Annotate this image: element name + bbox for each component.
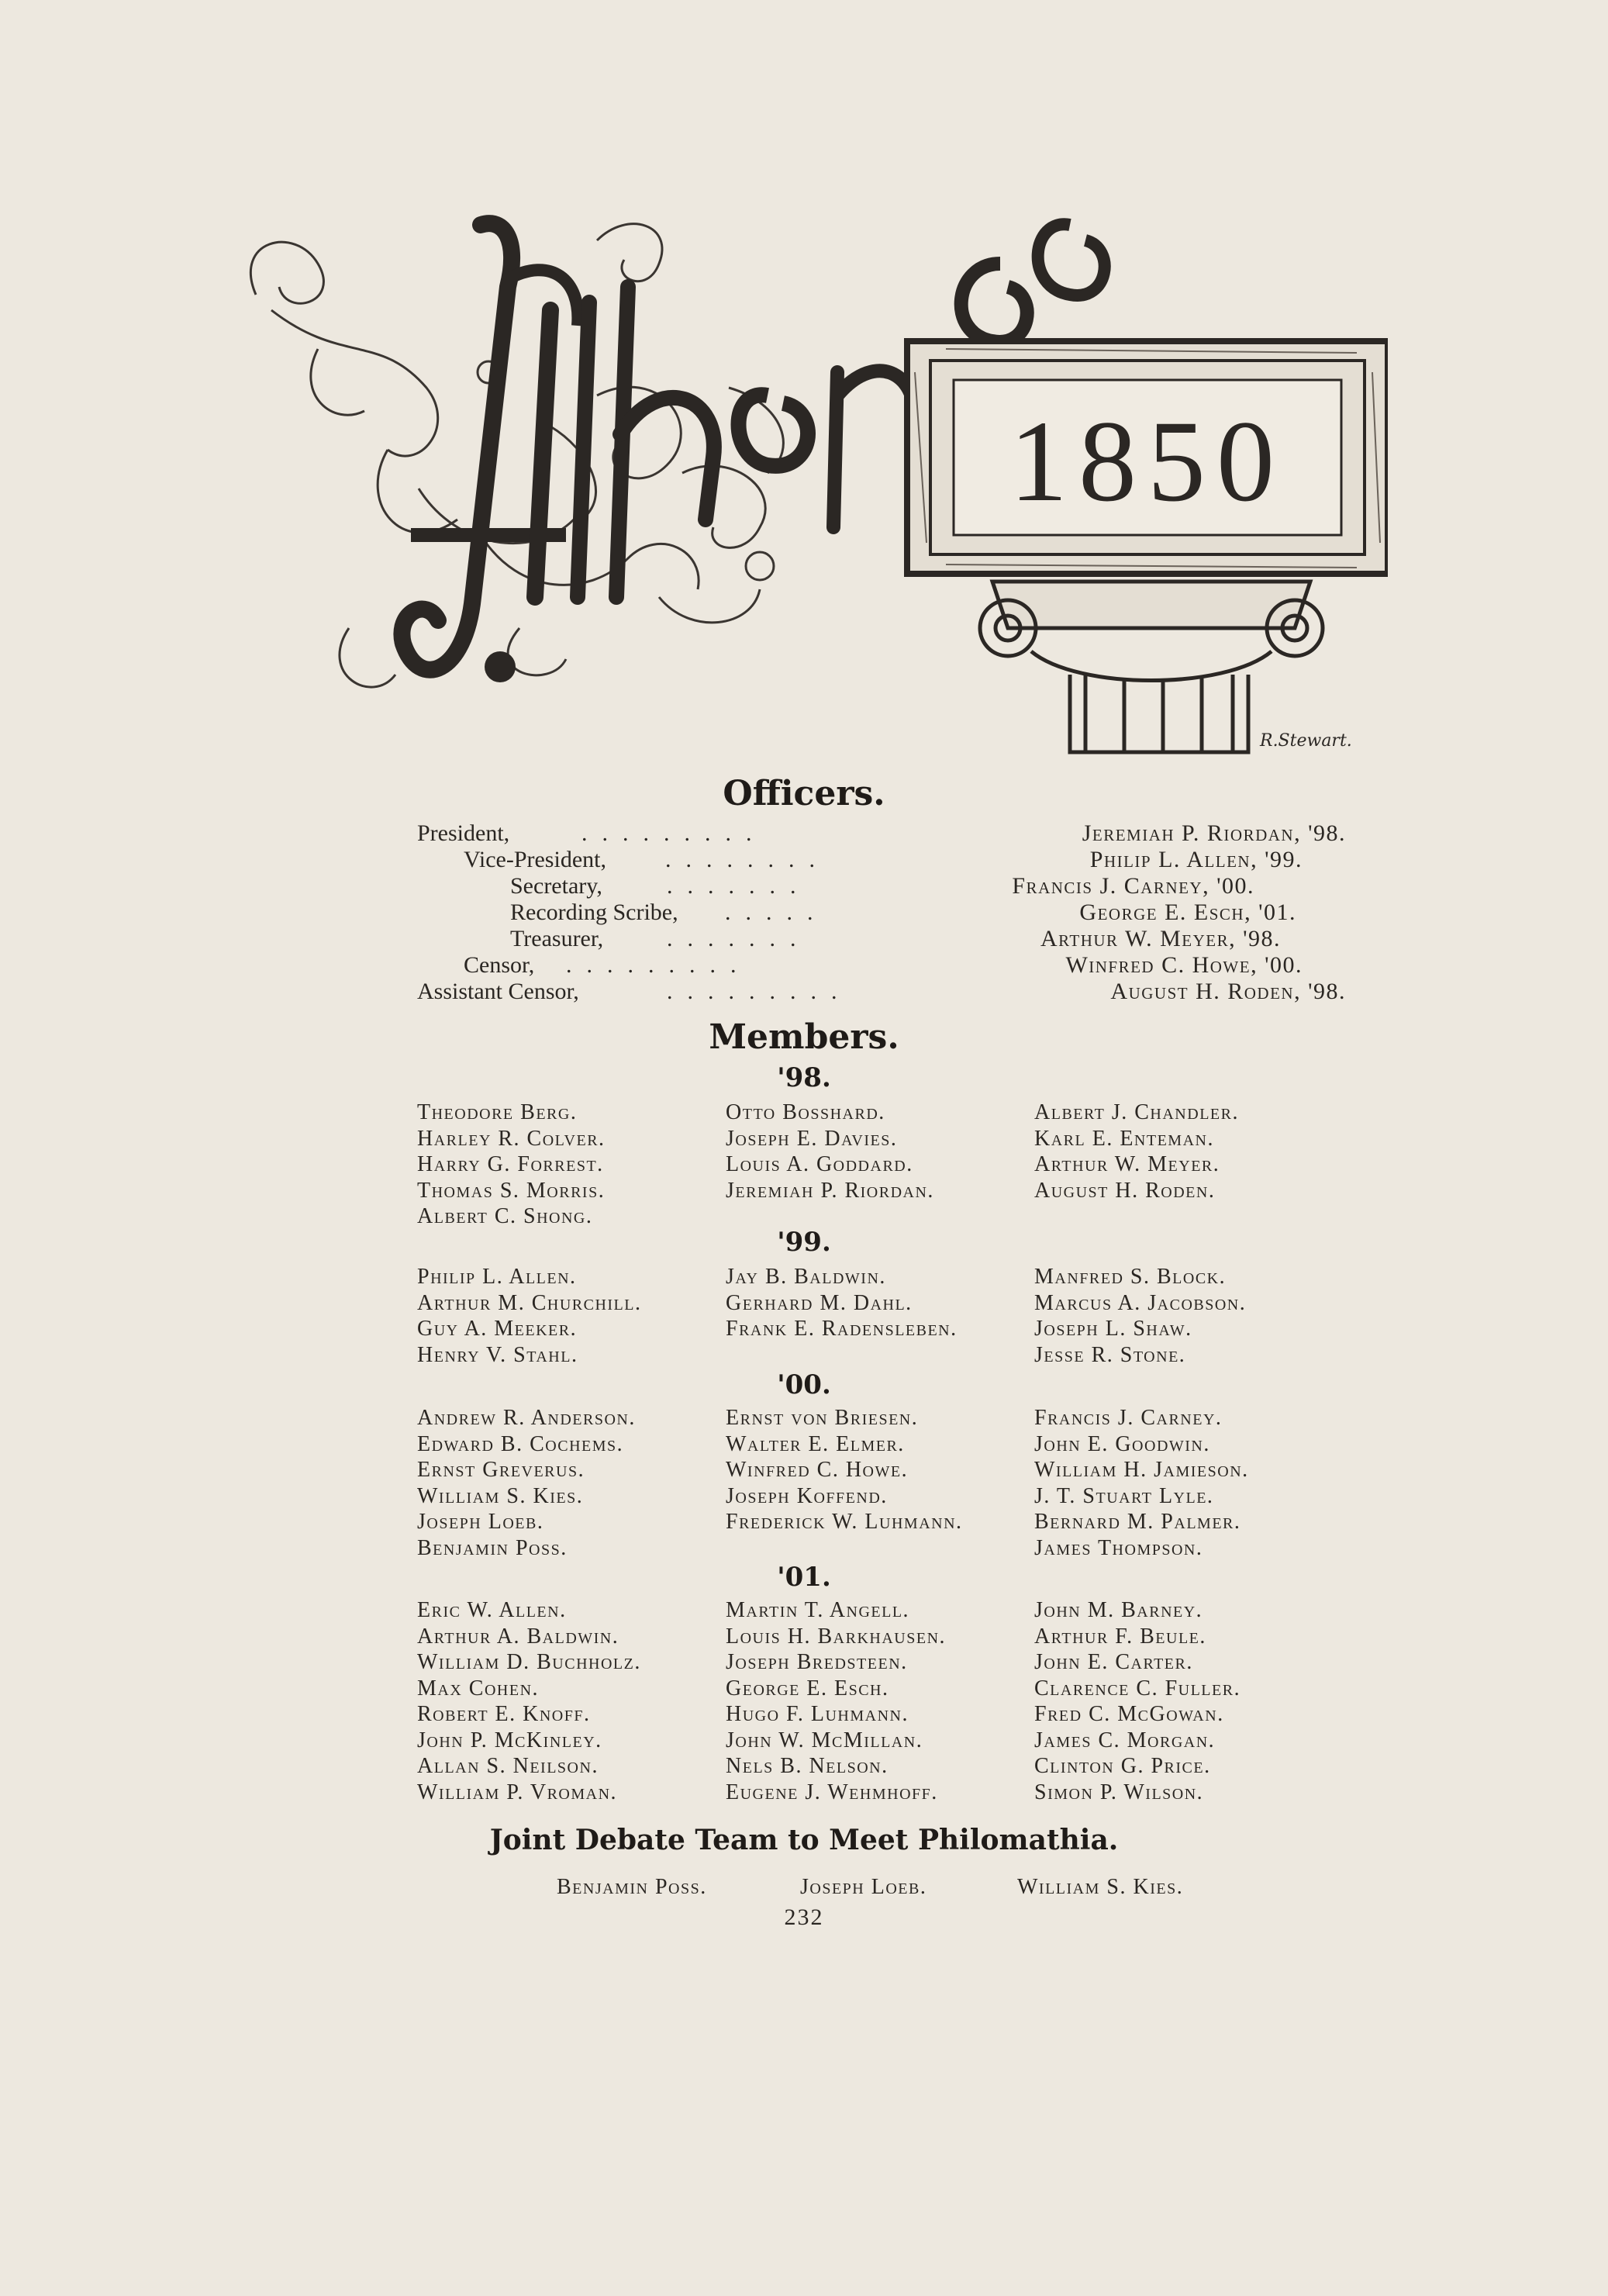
member-name: Harley R. Colver.	[417, 1126, 606, 1151]
class-year-heading: '00.	[777, 1369, 831, 1400]
officer-row	[464, 952, 1303, 979]
year-plaque	[907, 341, 1388, 574]
member-name: William H. Jamieson.	[1034, 1458, 1249, 1482]
officer-row	[510, 899, 1296, 926]
debate-team-heading: Joint Debate Team to Meet Philomathia.	[489, 1824, 1119, 1856]
member-name: Max Cohen.	[417, 1676, 540, 1700]
member-name: Joseph Koffend.	[726, 1483, 888, 1508]
year-text: 1850	[1009, 397, 1285, 526]
officer-title: Secretary,	[510, 873, 602, 899]
member-name: August H. Roden.	[1034, 1178, 1216, 1203]
member-name: John W. McMillan.	[726, 1728, 923, 1752]
member-column	[417, 1597, 641, 1805]
member-name: J. T. Stuart Lyle.	[1034, 1483, 1214, 1508]
member-name: Jeremiah P. Riordan.	[726, 1178, 934, 1203]
class-year-heading: '99.	[777, 1227, 831, 1258]
member-name: Arthur M. Churchill.	[417, 1290, 642, 1315]
officer-row	[510, 873, 1254, 899]
member-name: Nels B. Nelson.	[726, 1754, 889, 1778]
leader-dots: .......	[667, 926, 811, 951]
member-name: Clinton G. Price.	[1034, 1754, 1211, 1778]
member-name: Theodore Berg.	[417, 1100, 578, 1124]
member-column	[417, 1405, 636, 1561]
member-name: Jay B. Baldwin.	[726, 1265, 886, 1289]
member-name: Philip L. Allen.	[417, 1265, 577, 1289]
member-name: Louis H. Barkhausen.	[726, 1624, 947, 1649]
member-name: Allan S. Neilson.	[417, 1754, 599, 1778]
member-name: Ernst Greverus.	[417, 1458, 585, 1482]
officer-title: Treasurer,	[510, 926, 604, 951]
member-column	[726, 1264, 958, 1342]
member-column	[726, 1597, 946, 1805]
member-name: Fred C. McGowan.	[1034, 1702, 1224, 1726]
member-name: William P. Vroman.	[417, 1780, 618, 1804]
member-column	[1034, 1405, 1249, 1561]
officer-title: Censor,	[464, 952, 535, 978]
member-name: Manfred S. Block.	[1034, 1265, 1227, 1289]
member-column	[1034, 1264, 1246, 1368]
officer-row	[510, 926, 1281, 952]
member-name: Louis A. Goddard.	[726, 1152, 913, 1176]
member-column	[1034, 1597, 1241, 1805]
athenae-title-illustration	[225, 194, 1388, 768]
member-name: John P. McKinley.	[417, 1728, 602, 1752]
debate-team-members	[0, 1875, 1608, 1906]
member-name: Bernard M. Palmer.	[1034, 1510, 1241, 1534]
member-name: Andrew R. Anderson.	[417, 1406, 636, 1430]
officer-row	[464, 847, 1303, 873]
member-name: Thomas S. Morris.	[417, 1178, 606, 1203]
member-name: Albert J. Chandler.	[1034, 1100, 1239, 1124]
member-column	[417, 1100, 606, 1230]
member-name: John M. Barney.	[1034, 1598, 1203, 1622]
officer-row	[417, 979, 1346, 1005]
member-name: Martin T. Angell.	[726, 1598, 910, 1622]
column-capital	[980, 582, 1323, 752]
class-year-heading: '01.	[777, 1562, 831, 1593]
member-column	[417, 1264, 641, 1368]
member-name: Benjamin Poss.	[417, 1535, 568, 1560]
officer-name: August H. Roden, '98.	[1110, 979, 1346, 1004]
leader-dots: .......	[667, 873, 811, 899]
member-name: Eugene J. Wehmhoff.	[726, 1780, 938, 1804]
member-name: John E. Carter.	[1034, 1650, 1193, 1674]
officer-title: President,	[417, 820, 510, 846]
leader-dots: .........	[581, 820, 767, 846]
officer-row	[417, 820, 1346, 847]
member-name: George E. Esch.	[726, 1676, 889, 1700]
officer-name: Arthur W. Meyer, '98.	[1040, 926, 1281, 951]
member-name: Hugo F. Luhmann.	[726, 1702, 909, 1726]
member-name: Eric W. Allen.	[417, 1598, 567, 1622]
member-name: William S. Kies.	[417, 1483, 584, 1508]
member-column	[726, 1405, 963, 1535]
member-name: Joseph E. Davies.	[726, 1126, 898, 1151]
member-name: Jesse R. Stone.	[1034, 1342, 1186, 1367]
class-year-heading: '98.	[777, 1062, 831, 1093]
member-name: Joseph Bredsteen.	[726, 1650, 908, 1674]
member-name: John E. Goodwin.	[1034, 1431, 1210, 1456]
page-number: 232	[784, 1904, 824, 1930]
member-name: Winfred C. Howe.	[726, 1458, 909, 1482]
member-name: Simon P. Wilson.	[1034, 1780, 1204, 1804]
member-name: James Thompson.	[1034, 1535, 1203, 1560]
member-name: Joseph Loeb.	[417, 1510, 544, 1534]
member-name: Robert E. Knoff.	[417, 1702, 591, 1726]
member-name: Gerhard M. Dahl.	[726, 1290, 913, 1315]
leader-dots: .....	[725, 899, 828, 925]
officer-name: Winfred C. Howe, '00.	[1065, 952, 1303, 978]
member-name: Clarence C. Fuller.	[1034, 1676, 1241, 1700]
member-name: Frank E. Radensleben.	[726, 1317, 958, 1341]
member-name: Francis J. Carney.	[1034, 1406, 1223, 1430]
artist-signature: R.Stewart.	[1260, 731, 1352, 751]
member-name: James C. Morgan.	[1034, 1728, 1216, 1752]
officer-title: Vice-President,	[464, 847, 606, 872]
officer-title: Assistant Censor,	[417, 979, 579, 1004]
member-name: Arthur F. Beule.	[1034, 1624, 1206, 1649]
member-name: Arthur W. Meyer.	[1034, 1152, 1220, 1176]
member-name: Guy A. Meeker.	[417, 1317, 578, 1341]
member-name: Arthur A. Baldwin.	[417, 1624, 619, 1649]
member-name: Henry V. Stahl.	[417, 1342, 578, 1367]
leader-dots: .........	[667, 979, 852, 1004]
member-name: Marcus A. Jacobson.	[1034, 1290, 1247, 1315]
member-name: Harry G. Forrest.	[417, 1152, 604, 1176]
debate-member: Benjamin Poss.	[557, 1875, 707, 1899]
member-name: Ernst von Briesen.	[726, 1406, 919, 1430]
member-name: Walter E. Elmer.	[726, 1431, 905, 1456]
members-heading: Members.	[709, 1017, 899, 1057]
member-name: Edward B. Cochems.	[417, 1431, 624, 1456]
debate-member: Joseph Loeb.	[800, 1875, 927, 1899]
officer-name: Philip L. Allen, '99.	[1089, 847, 1303, 872]
officers-heading: Officers.	[723, 774, 885, 813]
debate-member: William S. Kies.	[1017, 1875, 1184, 1899]
member-name: Otto Bosshard.	[726, 1100, 885, 1124]
member-column	[726, 1100, 934, 1203]
officer-name: George E. Esch, '01.	[1079, 899, 1296, 925]
flourish-ornament	[250, 224, 783, 687]
member-name: William D. Buchholz.	[417, 1650, 641, 1674]
member-column	[1034, 1100, 1239, 1203]
member-name: Frederick W. Luhmann.	[726, 1510, 963, 1534]
leader-dots: .........	[566, 952, 751, 978]
member-name: Joseph L. Shaw.	[1034, 1317, 1192, 1341]
officer-name: Jeremiah P. Riordan, '98.	[1082, 820, 1346, 846]
officer-name: Francis J. Carney, '00.	[1012, 873, 1254, 899]
leader-dots: ........	[665, 847, 830, 872]
officer-title: Recording Scribe,	[510, 899, 678, 925]
member-name: Albert C. Shong.	[417, 1204, 593, 1228]
member-name: Karl E. Enteman.	[1034, 1126, 1214, 1151]
